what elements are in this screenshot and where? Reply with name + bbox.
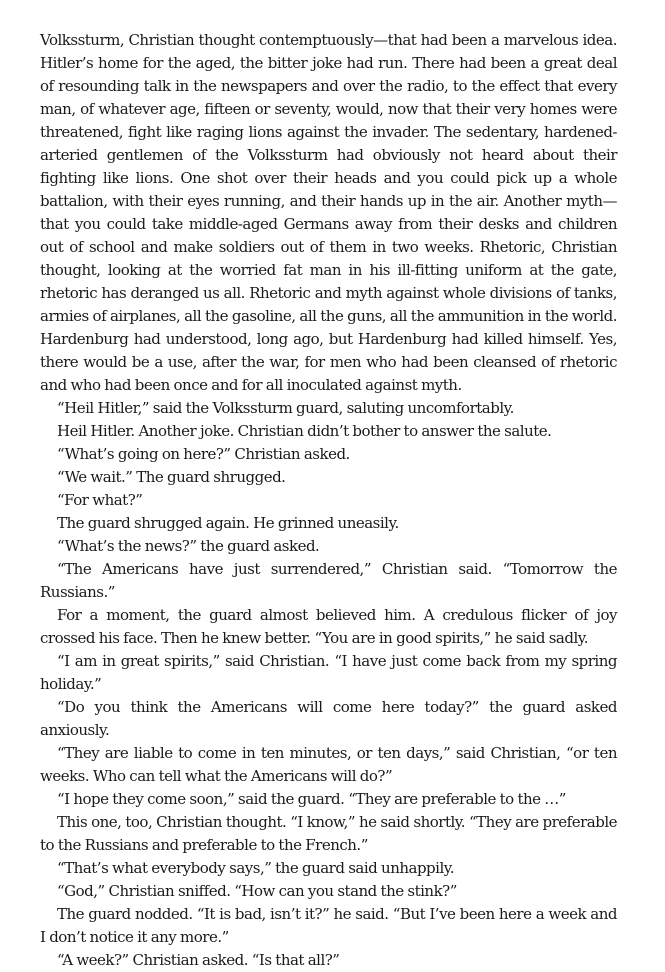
paragraph-17: “God,” Christian sniffed. “How can you stand the stink?”: [57, 882, 457, 900]
paragraph-18: The guard nodded. “It is bad, isn’t it?” he said. “But I’ve been here a week and I don’t notice it any more.”: [40, 905, 617, 946]
paragraph-8: “What’s the news?” the guard asked.: [57, 537, 320, 555]
paragraph-9: “The Americans have just surrendered,” Christian said. “Tomorrow the Russians.”: [40, 560, 617, 601]
paragraph-1: Volkssturm, Christian thought contemptuously—that had been a marvelous idea. Hitler’s home for the aged, the bitter joke had run. There had been a great deal of resounding talk in the newspapers and over the radio, to the effect that every man, of whatever age, fifteen or seventy, would, now that their very homes were threatened, fight like raging lions against the invader. The sedentary, hardened-arteried gentlemen of the Volkssturm had obviously not heard about their fighting like lions. One shot over their heads and you could pick up a whole battalion, with their eyes running, and their hands up in the air. Another myth—that you could take middle-aged Germans away from their desks and children out of school and make soldiers out of them in two weeks. Rhetoric, Christian thought, looking at the worried fat man in his ill-fitting uniform at the gate, rhetoric has deranged us all. Rhetoric and myth against whole divisions of tanks, armies of airplanes, all the gasoline, all the guns, all the ammunition in the world. Hardenburg had understood, long ago, but Hardenburg had killed himself. Yes, there would be a use, after the war, for men who had been cleansed of rhetoric and who had been once and for all inoculated against myth.: [40, 31, 617, 394]
paragraph-10: For a moment, the guard almost believed him. A credulous flicker of joy crossed his face. Then he knew better. “You are in good spirits,” he said sadly.: [40, 606, 617, 647]
paragraph-7: The guard shrugged again. He grinned uneasily.: [57, 514, 399, 532]
paragraph-14: “I hope they come soon,” said the guard. “They are preferable to the …”: [57, 790, 566, 808]
paragraph-13: “They are liable to come in ten minutes, or ten days,” said Christian, “or ten weeks. Who can tell what the Americans will do?”: [40, 744, 617, 785]
paragraph-12: “Do you think the Americans will come here today?” the guard asked anxiously.: [40, 698, 617, 739]
paragraph-11: “I am in great spirits,” said Christian. “I have just come back from my spring holiday.”: [40, 652, 617, 693]
paragraph-19: “A week?” Christian asked. “Is that all?”: [57, 951, 340, 969]
paragraph-3: Heil Hitler. Another joke. Christian didn’t bother to answer the salute.: [57, 422, 552, 440]
paragraph-16: “That’s what everybody says,” the guard said unhappily.: [57, 859, 455, 877]
paragraph-5: “We wait.” The guard shrugged.: [57, 468, 286, 486]
paragraph-6: “For what?”: [57, 491, 143, 509]
paragraph-4: “What’s going on here?” Christian asked.: [57, 445, 350, 463]
paragraph-2: “Heil Hitler,” said the Volkssturm guard, saluting uncomfortably.: [57, 399, 514, 417]
paragraph-15: This one, too, Christian thought. “I know,” he said shortly. “They are preferable to the Russians and preferable to the French.”: [40, 813, 617, 854]
